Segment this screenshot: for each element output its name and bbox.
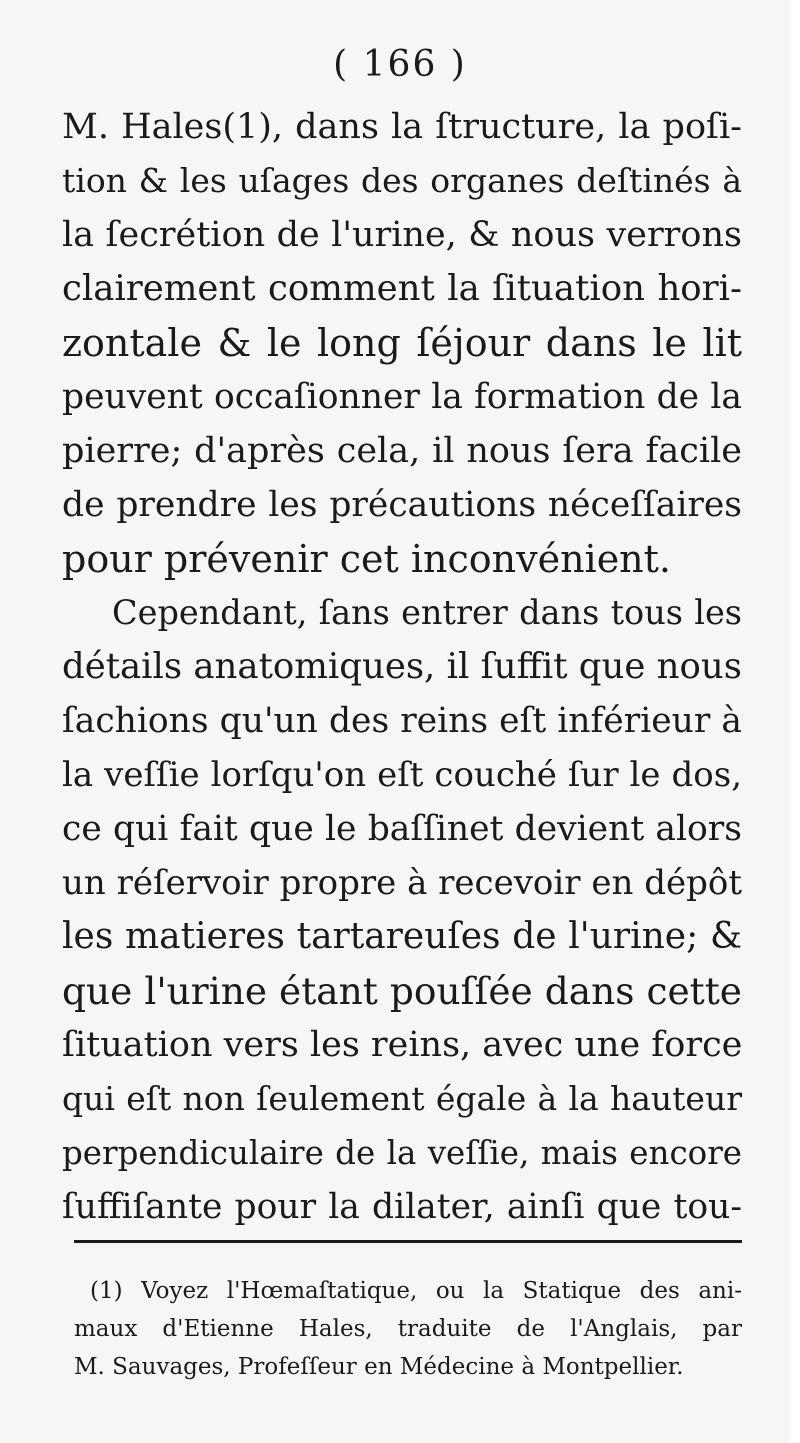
text-line: ſachions qu'un des reins eſt inférieur à	[62, 701, 742, 741]
text-line: clairement comment la ſituation hori-	[62, 268, 742, 309]
text-line: les matieres tartareuſes de l'urine; &	[62, 916, 742, 957]
main-text	[62, 100, 742, 1234]
footnote	[74, 1272, 742, 1386]
footnote-line: maux d'Etienne Hales, traduite de l'Anglais, par	[74, 1316, 742, 1342]
text-line: un réſervoir propre à recevoir en dépôt	[62, 863, 742, 903]
footnote-line: (1) Voyez l'Hœmaſtatique, ou la Statique des ani-	[90, 1278, 742, 1304]
text-line: ſituation vers les reins, avec une force	[62, 1025, 743, 1065]
text-line: ce qui fait que le baſſinet devient alors	[62, 809, 742, 849]
text-line: la veſſie lorſqu'on eſt couché ſur le dos,	[62, 755, 742, 795]
text-line: détails anatomiques, il ſuffit que nous	[62, 646, 742, 687]
text-line: zontale & le long ſéjour dans le lit	[62, 321, 742, 365]
text-line: M. Hales(1), dans la ſtructure, la poſi-	[62, 107, 742, 147]
text-line: pour prévenir cet inconvénient.	[62, 537, 672, 581]
text-line: Cependant, ſans entrer dans tous les	[112, 593, 742, 632]
text-line: peuvent occaſionner la formation de la	[62, 377, 742, 417]
page-number: ( 166 )	[333, 44, 467, 85]
text-line: la ſecrétion de l'urine, & nous verrons	[62, 215, 742, 255]
text-line: que l'urine étant pouſſée dans cette	[62, 969, 742, 1013]
text-line: de prendre les précautions néceſſaires	[62, 485, 742, 525]
footnote-divider	[74, 1240, 742, 1243]
text-line: qui eſt non ſeulement égale à la hauteur	[62, 1079, 742, 1118]
text-line: perpendiculaire de la veſſie, mais encore	[62, 1134, 742, 1172]
text-line: tion & les uſages des organes deſtinés à	[62, 161, 742, 200]
text-line: ſuffiſante pour la dilater, ainſi que tou-	[62, 1187, 742, 1227]
text-line: pierre; d'après cela, il nous ſera facile	[62, 431, 742, 471]
footnote-line: M. Sauvages, Profeſſeur en Médecine à Montpellier.	[74, 1354, 684, 1380]
